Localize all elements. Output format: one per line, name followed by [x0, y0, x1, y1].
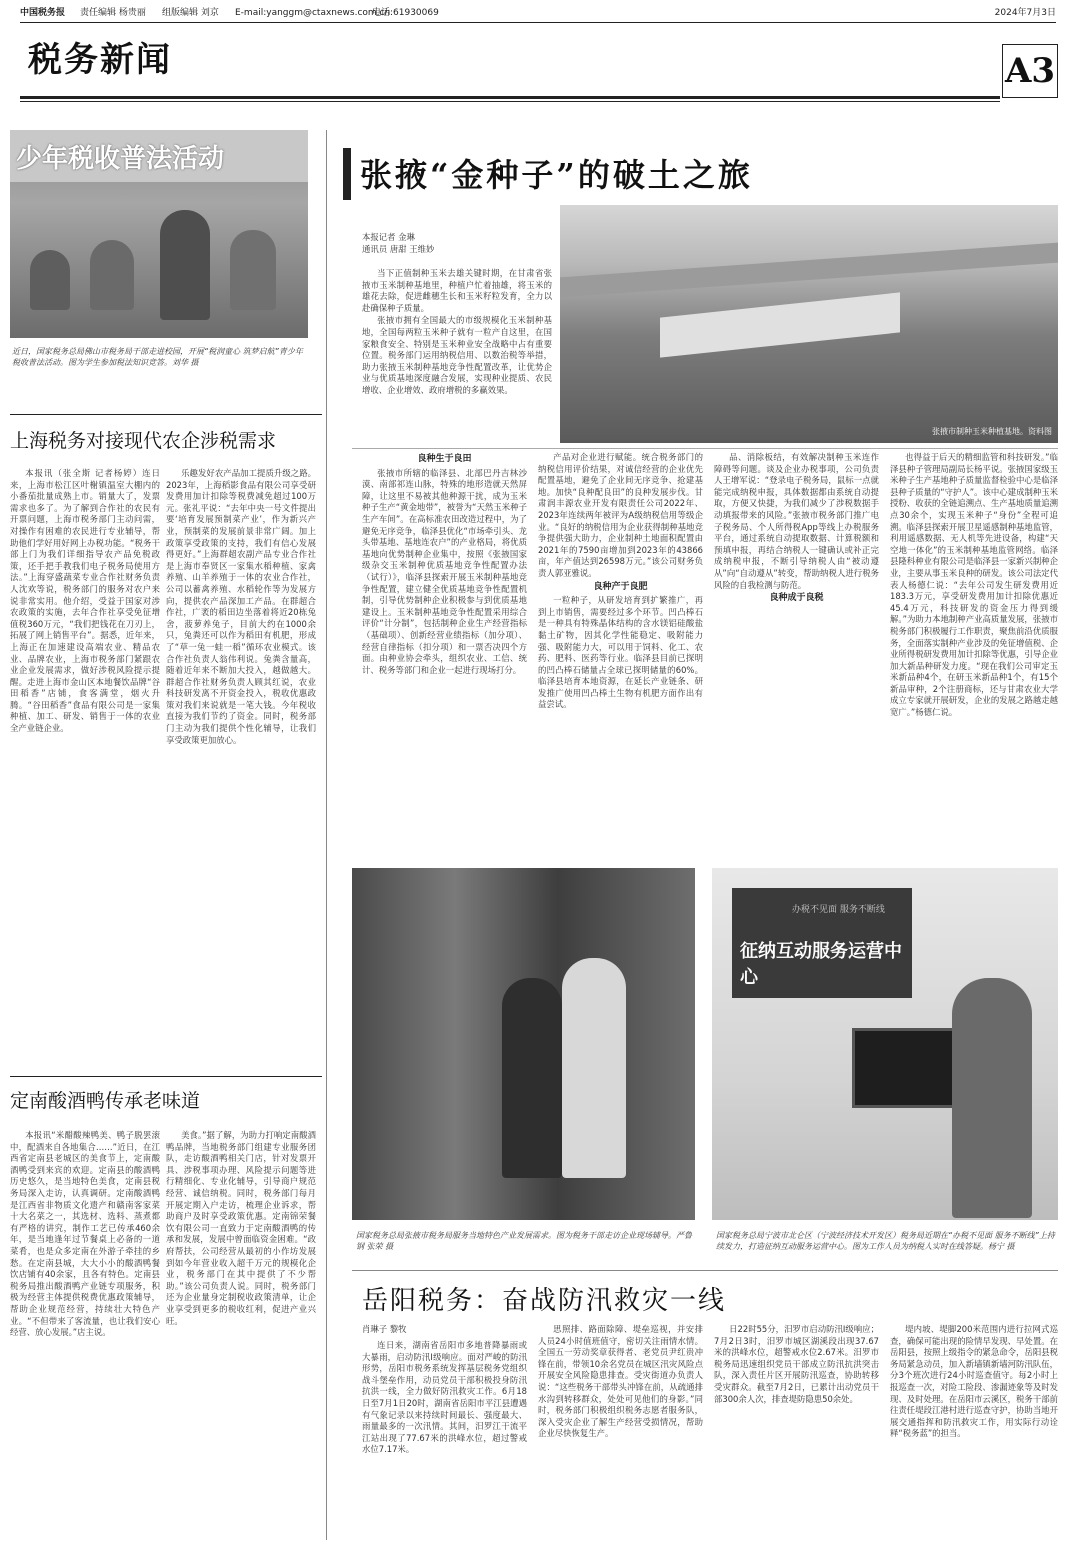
paragraph: 张掖市拥有全国最大的市级规模化玉米制种基地，全国每两粒玉米种子就有一粒产自这里，在国家粮食安全、特别是玉米种业安全战略中占有重要位置。税务部门运用纳税信用、以数治税等举措，助力张掖玉米制种基地竞争性配置改革，让优势企业与优质基地深度融合发展，实现种业提质、农民增收、企业增效、政府增税的多赢效果。 [362, 315, 552, 395]
main-col-5 [890, 452, 1058, 862]
cornfield-photo-caption: 张掖市制种玉米种植基地。资料图 [932, 427, 1052, 436]
email: E-mail:yanggm@ctaxnews.com.cn [235, 8, 391, 18]
yueyang-col-2 [538, 1324, 703, 1540]
byline-reporter: 本报记者 金琳 [362, 232, 415, 242]
person-figure [502, 978, 562, 1178]
paragraph: 产品对企业进行赋能。统合税务部门的纳税信用评价结果，对诚信经营的企业优先配置基地，避免了企业间无序竞争、抢建基地。加快“良种配良田”的良种发展步伐。甘肃润丰源农业开发有限责任公司2022年、2023年连续两年被评为A级纳税信用等级企业。“良好的纳税信用为企业获得制种基地竞争提供强大助力，企业制种土地面积配置由2021年的7590亩增加到2023年的43866亩，年产值达到26598万元。”该公司财务负责人郭亚雅说。 [538, 452, 703, 578]
masthead-line [20, 8, 1056, 22]
corn-storage-photo [352, 868, 695, 1220]
computer-monitor [852, 1028, 962, 1108]
main-article-title: 张掖“金种子”的破土之旅 [360, 156, 753, 194]
paragraph: 本报讯“米醋酸辣鸭美、鸭子脱罢滚中，配酒来自各地集合……”近日，在江西省定南县老城区的美食节上，定南酸酒鸭受到来宾的欢迎。定南县的酸酒鸭历史悠久，是当地特色美食，定南县税务局深入走访，认真调研。定南酸酒鸭是江西省非物质文化遗产和赣南客家菜十大名菜之一，其选材、选料、蒸煮都有严格的讲究，制作工艺已传承460余年，是当地逢年过节餐桌上必备的一道菜肴，也是众多定南在外游子牵挂的乡愁。在定南县城，大大小小的酸酒鸭餐饮店铺有40余家，且各有特色。定南县税务局推出酸酒鸭产业链专项服务，积极为经营主体提供税费优惠政策辅导，帮助企业规范经营，持续壮大特色产业。“不但带来了客流量，也让我们安心经营、放心发展。”店主说。 [10, 1130, 160, 1338]
editor-credit: 责任编辑 杨贵丽 [80, 8, 146, 18]
main-lead-column [362, 268, 552, 446]
field-strip [560, 243, 1058, 298]
paragraph: 堤内坡、堤脚200米范围内进行拉网式巡查，确保可能出现的险情早发现、早处置。在岳阳县，按照上级指令的紧急命令，岳阳县税务局紧急动员，加入新墙镇新墙河防汛队伍，分3个班次进行24小时巡查值守。每2小时上报巡查一次，对险工险段、渗漏迹象等及时发现、及时处理。在岳阳市云溪区，税务干部前往责任堤段江港村进行巡查守护，协助当地开展交通指挥和防汛救灾工作，用实际行动诠释“税务蓝”的担当。 [890, 1324, 1058, 1439]
school-activity-photo [10, 130, 308, 338]
greenhouse [660, 292, 900, 357]
paragraph: 思照排、路面除障、堤垒巡视，并安排人员24小时值班值守，密切关注雨情水情。全国五一劳动奖章获得者、老党员尹红贵冲锋在前，带领10余名党员在城区汛灾风险点开展安全风险隐患排查。受灾街道办负责人说：“这些税务干部带头冲锋在前，从疏通排水沟到转移群众，处处可见他们的身影。”同时，税务部门积极组织税务志愿者服务队，深入受灾企业了解生产经营受损情况，帮助企业尽快恢复生产。 [538, 1324, 703, 1439]
cornfield-aerial-photo [560, 205, 1058, 443]
article-rule [10, 414, 322, 415]
section-rule-thick [20, 96, 1000, 99]
main-col-2 [362, 452, 527, 862]
column-divider [326, 130, 327, 1540]
issue-date: 2024年7月3日 [994, 8, 1056, 18]
paper-name: 中国税务报 [20, 8, 66, 18]
masthead-rule [20, 22, 1056, 23]
page-number-box [1002, 44, 1058, 98]
student-figure [90, 240, 134, 310]
page-number: A3 [1004, 51, 1056, 91]
main-col-3 [538, 452, 703, 862]
sign-title: 征纳互动服务运营中心 [740, 941, 902, 988]
dingnan-title: 定南酸酒鸭传承老味道 [10, 1090, 201, 1112]
shanghai-col-2 [166, 468, 316, 1060]
school-photo-caption: 近日，国家税务总局佛山市税务局干部走进校园，开展“税润童心 筑梦启航”青少年税收普法活动。图为学生参加税法知识竞答。刘华 摄 [12, 347, 303, 367]
section-title: 税务新闻 [28, 40, 172, 80]
article-rule [352, 1270, 1058, 1271]
subhead-good-field: 良种生于良田 [417, 454, 472, 464]
title-accent-bar [343, 148, 351, 200]
section-rule-thin [20, 101, 1000, 102]
officer-figure [562, 958, 626, 1178]
yueyang-col-1 [362, 1340, 527, 1540]
paragraph: 日22时55分，汨罗市启动防汛Ⅰ级响应；7月2日3时，汨罗市城区湖溪段出现37.67米的洪峰水位，超警戒水位2.67米。汨罗市税务局迅速组织党员干部成立防汛抗洪突击队，深入责任片区开展防汛巡查，协助转移受灾群众。截至7月2日，已累计出动党员干部300余人次，排查堤防隐患50余处。 [714, 1324, 879, 1404]
corn-photo-caption: 国家税务总局张掖市税务局服务当地特色产业发展需求。图为税务干部走访企业现场辅导。严鲁钢 张荣 摄 [356, 1231, 692, 1251]
student-figure [30, 250, 70, 310]
service-sign [732, 888, 912, 998]
paragraph: 连日来，湖南省岳阳市多地普降暴雨或大暴雨，启动防汛Ⅰ级响应。面对严峻的防汛形势，岳阳市税务系统发挥基层税务党组织战斗堡垒作用，动员党员干部积极投身防汛抗洪一线，全力做好防汛救灾工作。6月18日至7月1日20时，湖南省岳阳市平江县遭遇有气象记录以来持续时间最长、强度最大、雨量最多的一次汛情。其间，汨罗江干流平江站出现了77.67米的洪峰水位，超过警戒水位7.17米。 [362, 1340, 527, 1455]
column-rule [352, 448, 1058, 449]
shanghai-title: 上海税务对接现代农企涉税需求 [10, 430, 277, 452]
dingnan-col-2 [166, 1130, 316, 1535]
phone: 电话:61930069 [372, 8, 439, 18]
banner-text: 少年税收普法活动 [16, 144, 225, 174]
banner [10, 130, 308, 182]
paragraph: 张掖市所辖的临泽县、北部巴丹吉林沙漠、南部祁连山脉，特殊的地形造就天然屏障，让这里不易被其他种源干扰，成为玉米种子生产“黄金地带”，被誉为“天然玉米种子生产车间”。在高标准农田改造过程中，为了避免无序竞争，临泽县优化“市场牵引头、龙头带基地、基地连农户”的产业格局，将优质基地向优势制种企业集中，按照《张掖国家级杂交玉米制种优质基地竞争性配置办法（试行）》，临泽县探索开展玉米制种基地竞争性配置，建立健全优质基地竞争性配置机制，引导优势制种企业积极参与到优质基地建设上。玉米制种基地竞争性配置采用综合评价“计分制”，包括制种企业生产经营指标（基础项）、创新经营业绩指标（加分项）、经营自律指标（扣分项）和一票否决四个方面。由种业协会牵头，组织农业、工信、统计、税务等部门和企业一起进行现场打分。 [362, 467, 527, 675]
shanghai-col-1 [10, 468, 160, 1060]
paragraph: 也得益于后天的精细监管和科技研发。”临泽县种子管理局副局长杨平说。张掖国家级玉米种子生产基地种子质量监督检验中心是临泽县种子质量的“守护人”。该中心建成制种玉米授粉、收获的全链追溯点、生产基地质量追溯点30余个，实现玉米种子“身份”全程可追溯。临泽县探索开展卫星遥感制种基地监管，利用遥感数据、无人机等先进设备，构建“天空地一体化”的玉米制种基地监管网络。临泽县隆科种业有限公司是临泽县一家新兴制种企业，主要从事玉米良种的研发。该公司法定代表人杨德仁说：“去年公司发生研发费用近183.3万元，享受研发费用加计扣除优惠近45.4万元，科技研发的资金压力得到缓解。”为助力本地制种产业高质量发展，张掖市税务部门积极履行工作职责，聚焦前沿优质服务，全面落实制种产业涉及的免征增值税、企业所得税研发费用加计扣除等优惠，引导企业加大新品种研发力度。“现在我们公司审定玉米新品种4个，在研玉米新品种1个，有15个新品审种，2个注册商标，还与甘肃农业大学成立专家就开展研发，企业的发展之路越走越宽广。”杨德仁说。 [890, 452, 1058, 718]
lead-paragraph: 当下正值制种玉米去雄关键时期，在甘肃省张掖市玉米制种基地里，种植户忙着抽雄，将玉米的雄花去除，促进雌穗生长和玉米籽粒发育，全力以赴确保种子质量。 [362, 268, 552, 313]
service-center-photo [712, 868, 1058, 1220]
byline-correspondent: 通讯员 唐甜 王维妙 [362, 243, 435, 254]
yueyang-col-3 [714, 1324, 879, 1540]
sign-slogan: 办税不见面 服务不断线 [792, 905, 885, 915]
layout-credit: 组版编辑 刘京 [162, 8, 219, 18]
paragraph: 乐趣发好农产品加工提质升级之路。2023年，上海稻影食品有限公司享受研发费用加计扣除等税费减免超过100万元。张礼平说：“去年中央一号文件提出要‘培育发展预制菜产业’，作为新兴产业，预制菜的发展前景非常广阔。加上政策享受政策的支持，我们有信心发展得更好。”上海群超农副产品专业合作社是上海市奉贤区一家集水稻种植、家禽养殖、山羊养殖于一体的农业合作社，公司以蓄禽养殖、水稻轮作等为发展方向，提供农产品深加工产品。在群超合作社，广袤的稻田边坐落着将近20栋兔舍，菠萝养兔子，目前大约在1000余只，兔粪还可以作为稻田有机肥，形成了“草一兔一蛙一稻”循环农业模式。该合作社负责人翁伟利说。兔粪含量高，随着近年来不断加大投入，越做越大。群超合作社财务负责人顾其红说，农业科技研发离不开资金投入，税收优惠政策对我们来说就是一笔大钱。今年税收直接为我们节约了资金。同时，税务部门主动为我们提供个性化辅导，让我们享受政策更加放心。 [166, 468, 316, 745]
paragraph: 美食。”据了解，为助力打响定南酸酒鸭品牌，当地税务部门组建专业服务团队，走访酸酒鸭相关门店，针对发票开具、涉税事项办理、风险提示问题等进行精细化、专业化辅导，引导商户规范经营、诚信纳税。同时，税务部门每月开展定期入户走访，梳理企业诉求，帮助商户及时享受政策优惠。定南锦荣餐饮有限公司一直致力于定南酸酒鸭的传承和发展，发展中曾面临资金困难。“政府帮扶，公司经营从最初的小作坊发展到如今年营业收入超千万元的规模化企业，税务部门在其中提供了不少帮助。”该公司负责人说。同时，税务部门还为企业量身定制税收政策清单，让企业享受到更多的税收红利，促进产业兴旺。 [166, 1130, 316, 1326]
yueyang-col-4 [890, 1324, 1058, 1540]
yueyang-byline: 肖琳子 黎牧 [362, 1324, 407, 1334]
student-figure [230, 230, 276, 310]
subhead-good-fertilizer: 良种产于良肥 [593, 581, 648, 592]
officer-figure [952, 978, 1032, 1218]
paragraph: 一粒种子，从研发培育到扩繁推广，再到上市销售，需要经过多个环节。凹凸棒石是一种具有特殊晶体结构的含水镁铝硅酸盐黏土矿物，因其化学性能稳定、吸附能力强、吸附能力大，可以用于饲料、化工、农药、肥料、医药等行业。临泽县目前已探明的凹凸棒石储量占全球已探明储量的60%。临泽县培育本地资源，在延长产业链条、研发推广使用凹凸棒土生物有机肥方面作出有益尝试。 [538, 595, 703, 710]
article-rule [10, 1076, 322, 1077]
yueyang-title: 岳阳税务：奋战防汛救灾一线 [362, 1286, 727, 1316]
main-byline [362, 232, 434, 255]
dingnan-col-1 [10, 1130, 160, 1535]
paragraph: 品、消除板结，有效解决制种玉米连作障碍等问题。谈及企业办税事项，公司负责人王增军说：“登录电子税务局，鼠标一点就能完成纳税申报，具体数据都由系统自动提取，方便又快捷，为我们减少了涉税数据手动填报带来的风险。”张掖市税务部门推广电子税务局、个人所得税App等线上办税服务平台，通过系统自动提取数据、计算税额和预填申报，再结合纳税人一键确认或补正完成纳税申报，不断引导纳税人由“被动遵从”向“自动遵从”转变，帮助纳税人进行税务风险的自我检测与防范。 [714, 452, 879, 590]
subhead-good-tax: 良种成于良税 [769, 593, 824, 604]
main-col-4 [714, 452, 879, 862]
service-photo-caption: 国家税务总局宁波市北仑区（宁波经济技术开发区）税务局近期在“办税不见面 服务不断线”上持续发力，打造征纳互动服务运营中心。图为工作人员为纳税人实时在线答疑。杨宁 摄 [716, 1231, 1055, 1251]
teacher-figure [160, 210, 210, 320]
paragraph: 本报讯（张全斯 记者杨婷）连日来，上海市松江区叶榭镇温室大棚内的小番茄批量成熟上市。销量大了，发票需求也多了。为了解到合作社的农民有开票问题，上海市税务部门主动问需，对操作有困难的农民进行专业辅导，帮助他们学好用好网上办税功能。“税务干部上门为我们详细指导农产品免税政策，还手把手教我们电子税务局使用方法。”上海穿盛蔬菜专业合作社财务负责人沈欢等说，税务部门的服务对农户来说非常实用。他介绍，受益于国家对涉农政策的实施，去年合作社享受免征增值税360万元，“我们把钱花在刀刃上，拓展了网上销售平台”。据悉，近年来，上海正在加速建设高端农业、精品农业、品牌农业，上海市税务部门紧跟农业企业发展需求，做好涉税风险提示提醒。走进上海市金山区本地餐饮品牌“谷田稻香”店铺，食客满堂，烟火升腾。“谷田稻香”食品有限公司是一家集种植、加工、研发、销售于一体的农业全产业链企业。 [10, 468, 160, 734]
